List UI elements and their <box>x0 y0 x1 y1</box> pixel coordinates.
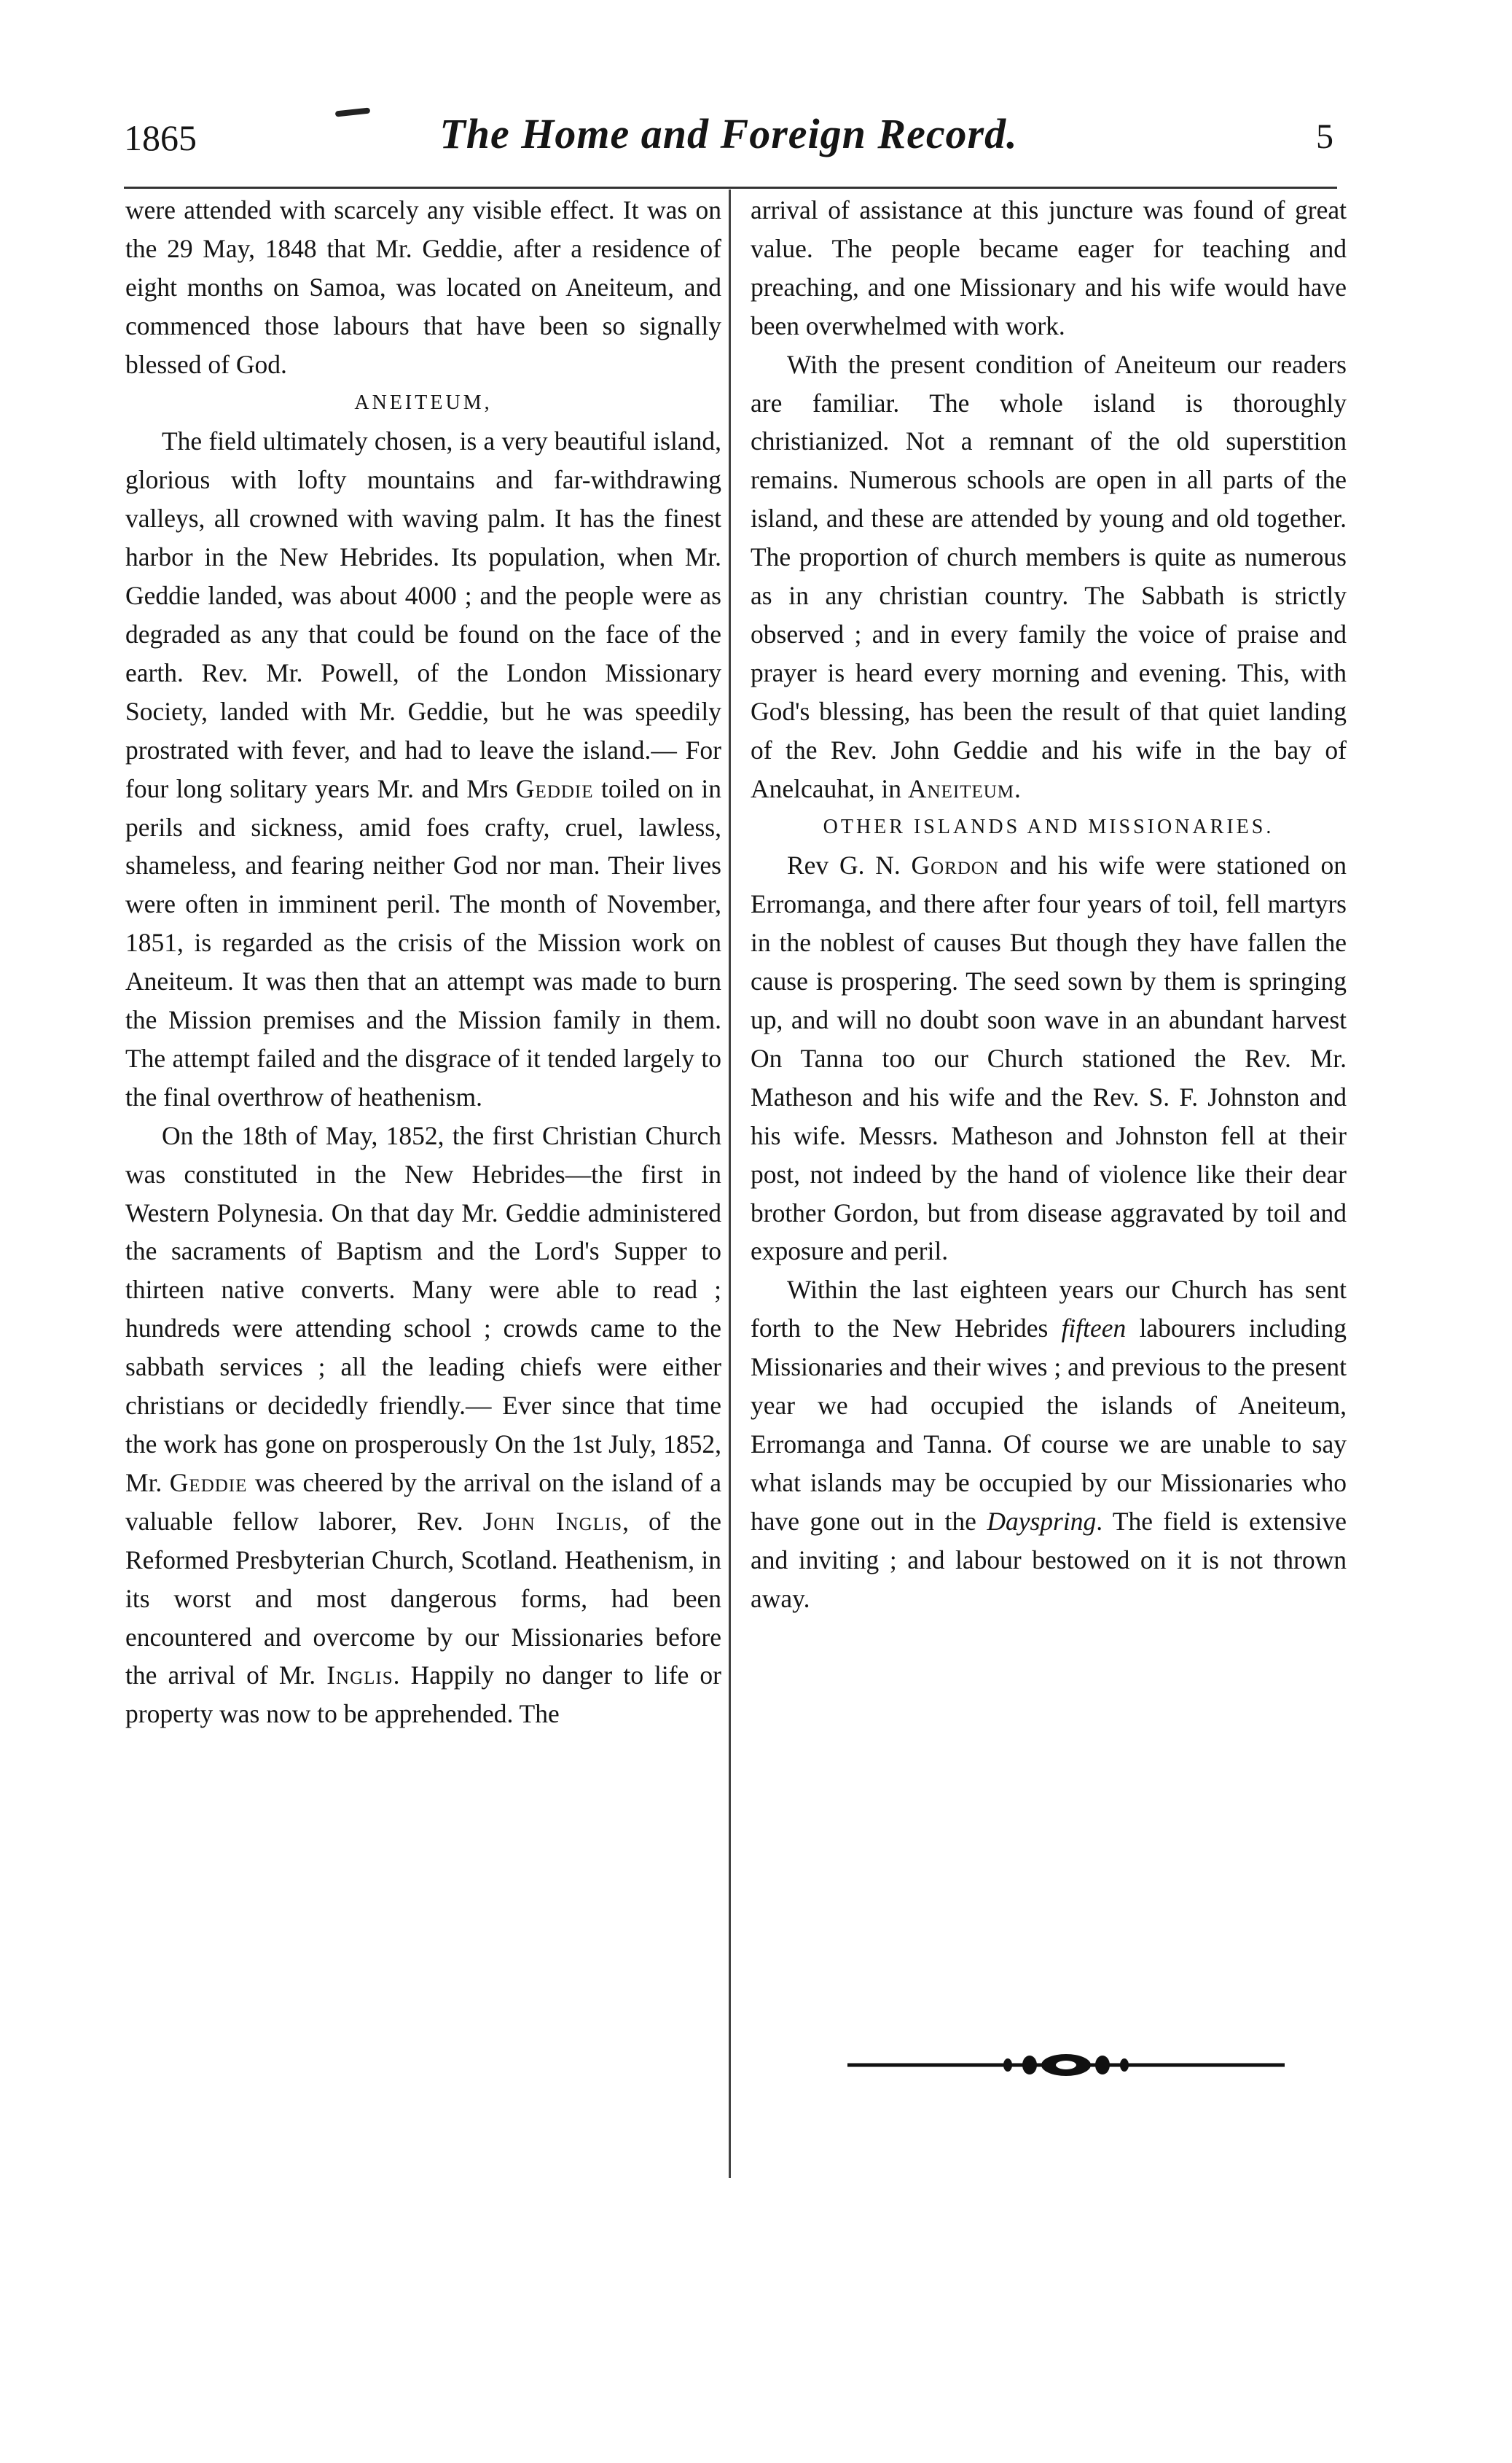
name-inglis: Inglis <box>326 1660 393 1690</box>
text-run: was cheered by the arrival on the island of a valuable fellow laborer, Rev. <box>125 1467 722 1536</box>
text-run: The field ultimately chosen, is a very beautiful island, glorious with lofty mountains and far-withdrawing valleys, all crowned with waving palm. It has the finest harbor in the New Hebrides. Its population, when Mr. Geddie landed, was about 4000 ; and the people were as degraded as any that could be found on the face of the earth. Rev. Mr. Powell, of the London Missionary Society, landed with Mr. Geddie, but he was speedily prostrated with fever, and had to leave the island.— For four long solitary years Mr. and Mrs <box>125 426 721 803</box>
header-title: The Home and Foreign Record. <box>439 110 1018 157</box>
paragraph <box>751 346 1347 808</box>
text-run: , of the Reformed Presbyterian Church, Scotland. Heathenism, in its worst and most dangerous forms, had been encountered and overcome by our Missionaries before the arrival of Mr. <box>125 1506 721 1690</box>
section-heading-aneiteum: ANEITEUM, <box>354 391 493 414</box>
text-run: . The field is extensive and inviting ; and labour bestowed on it is not thrown away. <box>751 1506 1347 1613</box>
left-column <box>125 191 721 1733</box>
text-run: toiled on in perils and sickness, amid foes crafty, cruel, lawless, shameless, and fearing neither God nor man. Their lives were often in imminent peril. The month of November, 1851, is regarded as the crisis of the Mission work on Aneiteum. It was then that an attempt was made to burn the Mission premises and the Mission family in them. The attempt failed and the disgrace of it tended largely to the final overthrow of heathenism. <box>125 773 721 1112</box>
name-inglis: John Inglis <box>482 1506 623 1536</box>
text-run: On the 18th of May, 1852, the first Christian Church was constituted in the New Hebrides—the first in Western Polynesia. On that day Mr. Geddie administered the sacraments of Baptism and the Lord's Supper to thirteen native converts. Many were able to read ; hundreds were attending school ; crowds came to the sabbath services ; all the leading chiefs were either christians or decidedly friendly.— Ever since that time the work has gone on prosperously On the 1st July, 1852, Mr. <box>125 1120 721 1497</box>
ship-name-dayspring: Dayspring <box>987 1506 1097 1536</box>
header-year: 1865 <box>124 117 197 158</box>
paragraph: were attended with scarcely any visible effect. It was on the 29 May, 1848 that Mr. Geddie, after a residence of eight months on Samoa, was located on Aneiteum, and commenced those labours that have been so signally blessed of God. <box>125 195 721 379</box>
emphasis-fifteen: fifteen <box>1061 1314 1127 1343</box>
page-header <box>124 109 1333 175</box>
section-heading-other-islands: OTHER ISLANDS AND MISSIONARIES. <box>823 815 1274 838</box>
text-run: With the present condition of Aneiteum our readers are familiar. The whole island is thoroughly christianized. Not a remnant of the old superstition remains. Numerous schools are open in all parts of the island, and these are attended by young and old together. The proportion of church members is quite as numerous as in any christian country. The Sabbath is strictly observed ; and in every family the voice of praise and prayer is heard every morning and evening. This, with God's blessing, has been the result of that quiet landing of the Rev. John Geddie and his wife in the bay of Anelcauhat, in <box>751 349 1347 803</box>
text-run: . Happily no danger to life or property was now to be apprehended. The <box>125 1660 721 1729</box>
paragraph <box>751 846 1347 1270</box>
text-run: and his wife were stationed on Erromanga, and there after four years of toil, fell martyrs in the noblest of causes But though they have fallen the cause is prospering. The seed sown by them is springing up, and will no doubt soon wave in an abundant harvest On Tanna too our Church stationed the Rev. Mr. Matheson and his wife and the Rev. S. F. Johnston and his wife. Messrs. Matheson and Johnston fell at their post, not indeed by the hand of violence like their dear brother Gordon, but from disease aggravated by toil and exposure and peril. <box>751 851 1347 1266</box>
column-divider <box>729 190 731 2178</box>
text-run: Rev G. N. <box>787 851 901 881</box>
name-gordon: Gordon <box>911 851 1000 881</box>
page-number: 5 <box>1316 117 1333 156</box>
text-run: labourers including Missionaries and their wives ; and previous to the present year we had occupied the islands of Aneiteum, Erromanga and Tanna. Of course we are unable to say what islands may be occupied by our Missionaries who have gone out in the <box>751 1314 1347 1536</box>
text-run: . <box>1014 773 1021 803</box>
paragraph <box>751 1270 1347 1617</box>
paragraph <box>125 422 721 1116</box>
paragraph <box>125 1117 721 1734</box>
right-column <box>751 191 1347 1618</box>
text-run: Within the last eighteen years our Church has sent forth to the New Hebrides <box>751 1275 1347 1343</box>
ornament-rule <box>847 2047 1285 2083</box>
place-aneiteum: Aneiteum <box>907 773 1015 803</box>
name-geddie: Geddie <box>169 1467 248 1497</box>
paragraph: arrival of assistance at this juncture was found of great value. The people became eager for teaching and preaching, and one Missionary and his wife would have been overwhelmed with work. <box>751 195 1347 340</box>
header-rule <box>124 187 1337 189</box>
name-geddie: Geddie <box>515 773 594 803</box>
